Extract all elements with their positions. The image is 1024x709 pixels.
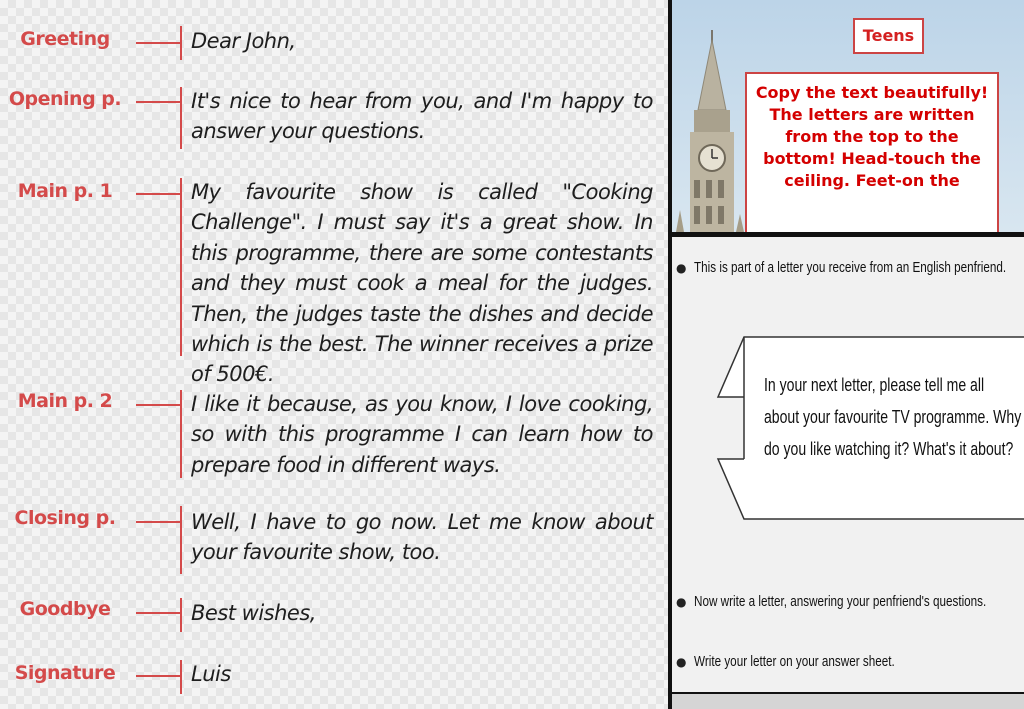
connector-closing (136, 521, 180, 523)
copy-instruction: Copy the text beautifully! The letters are written from the top to the bottom! Head-touch the ceiling. Feet-on the (745, 72, 999, 232)
connector-goodbye (136, 612, 180, 614)
instruction-panel (672, 0, 1024, 232)
label-greeting: Greeting (20, 28, 110, 50)
label-closing: Closing p. (14, 507, 116, 529)
task-step-2: Write your letter on your answer sheet. (694, 653, 895, 670)
bracket-signature (180, 660, 182, 694)
bracket-main-1 (180, 178, 182, 356)
text-goodbye: Best wishes, (191, 601, 316, 625)
label-signature: Signature (14, 662, 116, 684)
teens-badge: Teens (853, 18, 924, 54)
connector-opening (136, 101, 180, 103)
text-signature: Luis (191, 662, 231, 686)
bracket-closing (180, 506, 182, 574)
label-main-1: Main p. 1 (17, 180, 113, 202)
bracket-greeting (180, 26, 182, 60)
connector-signature (136, 675, 180, 677)
text-closing: Well, I have to go now. Let me know about your favourite show, too. (191, 510, 653, 565)
label-goodbye: Goodbye (19, 598, 111, 620)
bracket-main-2 (180, 390, 182, 478)
text-greeting: Dear John, (191, 29, 296, 53)
task-panel (672, 237, 1024, 692)
text-main-2: I like it because, as you know, I love cooking, so with this programme I can learn how to prepare food in different ways. (191, 392, 653, 477)
connector-main-2 (136, 404, 180, 406)
bullet-icon: ● (676, 595, 687, 609)
bullet-icon: ● (676, 261, 687, 275)
big-ben-tower-image (676, 30, 748, 232)
text-opening: It's nice to hear from you, and I'm happy to answer your questions. (191, 89, 653, 144)
bracket-goodbye (180, 598, 182, 632)
label-main-2: Main p. 2 (17, 390, 113, 412)
bracket-opening (180, 87, 182, 149)
bottom-strip (672, 694, 1024, 709)
task-step-1: Now write a letter, answering your penfriend's questions. (694, 593, 987, 610)
task-intro: This is part of a letter you receive from an English penfriend. (694, 259, 1007, 276)
bullet-icon: ● (676, 655, 687, 669)
connector-main-1 (136, 193, 180, 195)
penfriend-quote: In your next letter, please tell me all about your favourite TV programme. Why do you like watching it? What's it about? (764, 375, 1022, 459)
text-main-1: My favourite show is called "Cooking Challenge". I must say it's a great show. In this programme, there are some contestants and they must cook a meal for the judges. Then, the judges taste the dishes and decide which is the best. The winner receives a prize of 500€. (191, 180, 653, 387)
connector-greeting (136, 42, 180, 44)
label-opening: Opening p. (8, 88, 122, 110)
